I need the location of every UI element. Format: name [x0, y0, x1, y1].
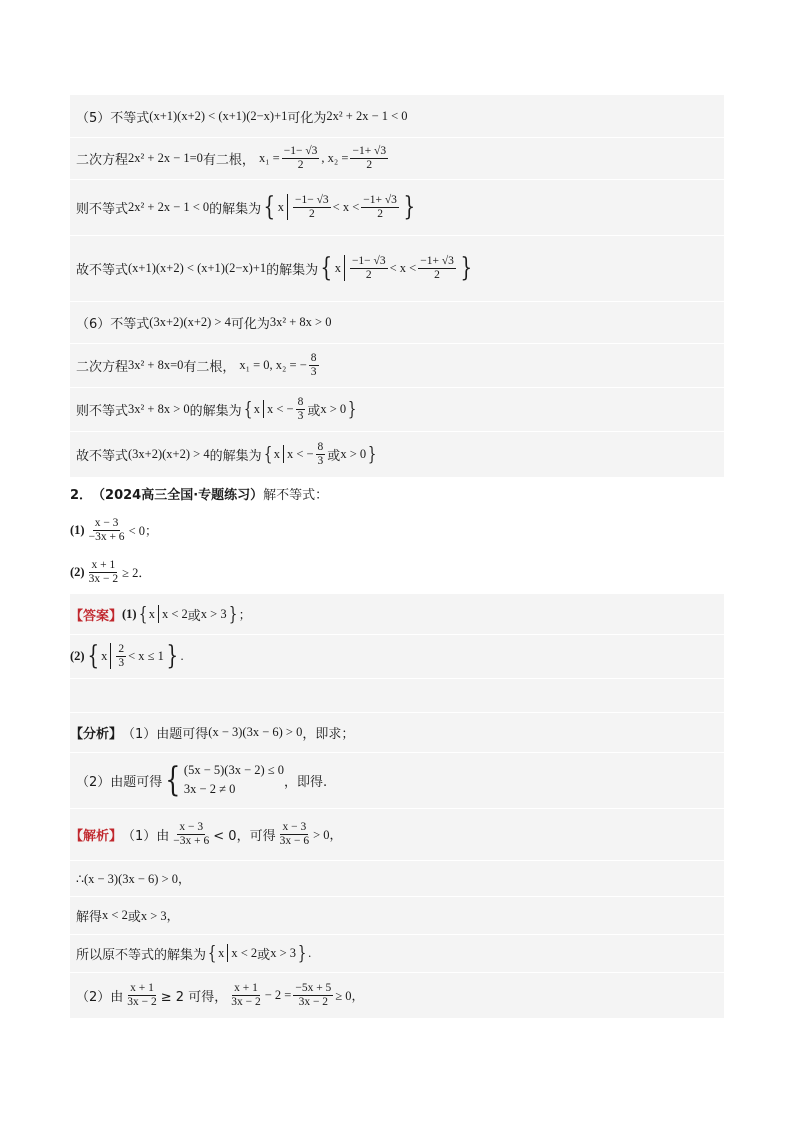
answer-line-2: (2) { x $\frac{2}{3}$ < x ≤ 1 } .	[70, 634, 724, 679]
solution-line-3: 解得 x < 2 或 x > 3，	[70, 896, 724, 935]
open-brace-icon: {	[87, 641, 99, 671]
close-brace-icon: }	[460, 253, 472, 283]
solution-line-5: （2）由 $\frac{x + 1}{3x - 2}$ ≥ 2 可得， $\frac{x + 1}{3x - 2}$ − 2 = $\frac{-5x + 5}{3x - 2}$ ≥ 0，	[76, 981, 365, 1008]
open-brace-icon: {	[320, 253, 333, 283]
p6-l3-ineq: 3x² + 8x > 0	[128, 401, 190, 416]
solution-frac-1: $\frac{x - 3}{-3x + 6}$	[173, 820, 210, 847]
close-brace-icon: }	[166, 641, 178, 671]
answer-2-fraction: $\frac{2}{3}$	[118, 642, 125, 669]
problem-2-part-1: (1) $\frac{x - 3}{-3x + 6}$ < 0；	[70, 516, 158, 543]
p6-roots: x₁ = 0, x₂ = −	[239, 357, 307, 372]
p5-l3-mid: 的解集为	[209, 201, 262, 217]
p6-lhs: (3x+2)(x+2) > 4	[149, 314, 231, 329]
p5-l2-pre: 二次方程	[76, 152, 129, 168]
p6-l2-pre: 二次方程	[76, 359, 129, 375]
problem-source: （2024高三全国·专题练习）	[92, 487, 264, 503]
p6-line-2	[70, 343, 724, 388]
p5-l4-pre: 故不等式	[76, 262, 129, 278]
solution-tag: 【解析】	[70, 828, 123, 844]
p5-mid: 可化为	[287, 110, 327, 126]
solution-line-1: 【解析】 （1）由 $\frac{x - 3}{-3x + 6}$ < 0，可得 $\frac{x - 3}{3x - 6}$ > 0，	[70, 808, 724, 861]
problem-2-heading	[70, 480, 724, 506]
p5-l3-frac-1: $\frac{-1- √3}{2}$	[294, 193, 329, 220]
solution-block-5-6	[70, 95, 724, 477]
p5-line-4: 故不等式 (x+1)(x+2) < (x+1)(2−x)+1 的解集为 { x $\frac{-1- √3}{2}$ < x < $\frac{-1+ √3}{2}$ }	[70, 235, 724, 302]
open-brace-icon: {	[263, 442, 272, 465]
analysis-tag: 【分析】	[70, 726, 123, 742]
p6-line-4: 故不等式 (3x+2)(x+2) > 4 的解集为 { x x < − $\frac{8}{3}$ 或 x > 0 }	[76, 440, 377, 467]
p6-line-3: 则不等式 3x² + 8x > 0 的解集为 { x x < − $\frac{8}{3}$ 或 x > 0 }	[70, 387, 724, 432]
solution-line-2: ∴(x − 3)(3x − 6) > 0，	[70, 860, 724, 897]
p5-l4-frac-1: $\frac{-1- √3}{2}$	[351, 254, 386, 281]
problem-number: 2．	[70, 487, 93, 503]
answer-tag: 【答案】	[70, 608, 123, 624]
answer-block	[70, 594, 724, 1018]
q1-fraction: $\frac{x - 3}{-3x + 6}$	[88, 516, 125, 543]
close-brace-icon: }	[297, 941, 307, 964]
open-brace-icon: {	[243, 397, 252, 420]
p5-l4-mid: 的解集为	[266, 262, 319, 278]
close-brace-icon: }	[403, 192, 416, 222]
p6-l3-mid: 的解集为	[189, 403, 242, 419]
close-brace-icon: }	[367, 442, 377, 465]
p6-mid: 可化为	[230, 316, 270, 332]
p6-l3-frac: $\frac{8}{3}$	[297, 395, 304, 422]
p6-l4-frac: $\frac{8}{3}$	[317, 440, 324, 467]
solution-frac-3: $\frac{x + 1}{3x - 2}$	[127, 981, 157, 1008]
p5-x2-fraction: $\frac{-1+ √3}{2}$	[352, 144, 387, 171]
p5-l3-frac-2: $\frac{-1+ √3}{2}$	[363, 193, 397, 220]
open-brace-icon: {	[263, 192, 276, 222]
close-brace-icon: }	[347, 397, 357, 420]
p5-x1-label: x₁ =	[258, 150, 280, 165]
solution-line-4: 所以原不等式的解集为 { x x < 2 或 x > 3 } .	[70, 934, 724, 973]
p5-l4-frac-2: $\frac{-1+ √3}{2}$	[420, 254, 454, 281]
open-brace-icon: {	[165, 760, 181, 800]
p5-line-1	[70, 95, 724, 138]
p6-root-fraction: $\frac{8}{3}$	[310, 351, 317, 378]
p5-l4-ineq: (x+1)(x+2) < (x+1)(2−x)+1	[128, 260, 267, 275]
p5-lhs: (x+1)(x+2) < (x+1)(2−x)+1	[149, 108, 288, 123]
p5-rhs: 2x² + 2x − 1 < 0	[326, 108, 408, 123]
p5-l2-eq: 2x² + 2x − 1=0	[128, 150, 203, 165]
open-brace-icon: {	[138, 602, 147, 625]
p5-x2-label: , x₂ =	[321, 150, 349, 165]
p5-x1-fraction: $\frac{-1- √3}{2}$	[283, 144, 318, 171]
inequality-system: { (5x − 5)(3x − 2) ≤ 0 3x − 2 ≠ 0	[165, 760, 285, 800]
p5-label: （5）不等式	[76, 110, 150, 126]
p5-line-3: 则不等式 2x² + 2x − 1 < 0 的解集为 { x $\frac{-1- √3}{2}$ < x < $\frac{-1+ √3}{2}$ }	[70, 179, 724, 236]
p6-l4-pre: 故不等式	[76, 448, 129, 464]
p5-l2-mid: 有二根，	[202, 152, 255, 168]
p6-l4-ineq: (3x+2)(x+2) > 4	[128, 446, 210, 461]
q2-fraction: $\frac{x + 1}{3x - 2}$	[88, 558, 119, 585]
p5-l3-pre: 则不等式	[76, 201, 129, 217]
solution-frac-2: $\frac{x - 3}{3x - 6}$	[279, 820, 310, 847]
problem-2-part-2: (2) $\frac{x + 1}{3x - 2}$ ≥ 2．	[70, 558, 151, 585]
p6-l2-eq: 3x² + 8x=0	[128, 357, 184, 372]
p6-l2-mid: 有二根，	[183, 359, 236, 375]
close-brace-icon: }	[228, 602, 237, 625]
p6-l3-pre: 则不等式	[76, 403, 129, 419]
blank-spacer	[70, 678, 724, 713]
problem-instruction: 解不等式：	[263, 487, 329, 503]
solution-frac-5: $\frac{-5x + 5}{3x - 2}$	[295, 981, 332, 1008]
open-brace-icon: {	[207, 941, 217, 964]
p6-line-1	[70, 301, 724, 344]
analysis-line-2: （2）由题可得 { (5x − 5)(3x − 2) ≤ 0 3x − 2 ≠ 0 ，即得.	[70, 752, 724, 809]
p6-label: （6）不等式	[76, 316, 150, 332]
p6-rhs: 3x² + 8x > 0	[269, 314, 332, 329]
p5-line-2	[70, 137, 724, 180]
p5-l3-ineq: 2x² + 2x − 1 < 0	[128, 199, 210, 214]
solution-frac-4: $\frac{x + 1}{3x - 2}$	[231, 981, 261, 1008]
answer-line-1: 【答案】 (1) { x x < 2 或 x > 3 } ；	[70, 594, 724, 635]
p6-l4-mid: 的解集为	[209, 448, 262, 464]
analysis-line-1: 【分析】 （1）由题可得 (x − 3)(3x − 6) > 0 ，即求；	[70, 712, 724, 753]
